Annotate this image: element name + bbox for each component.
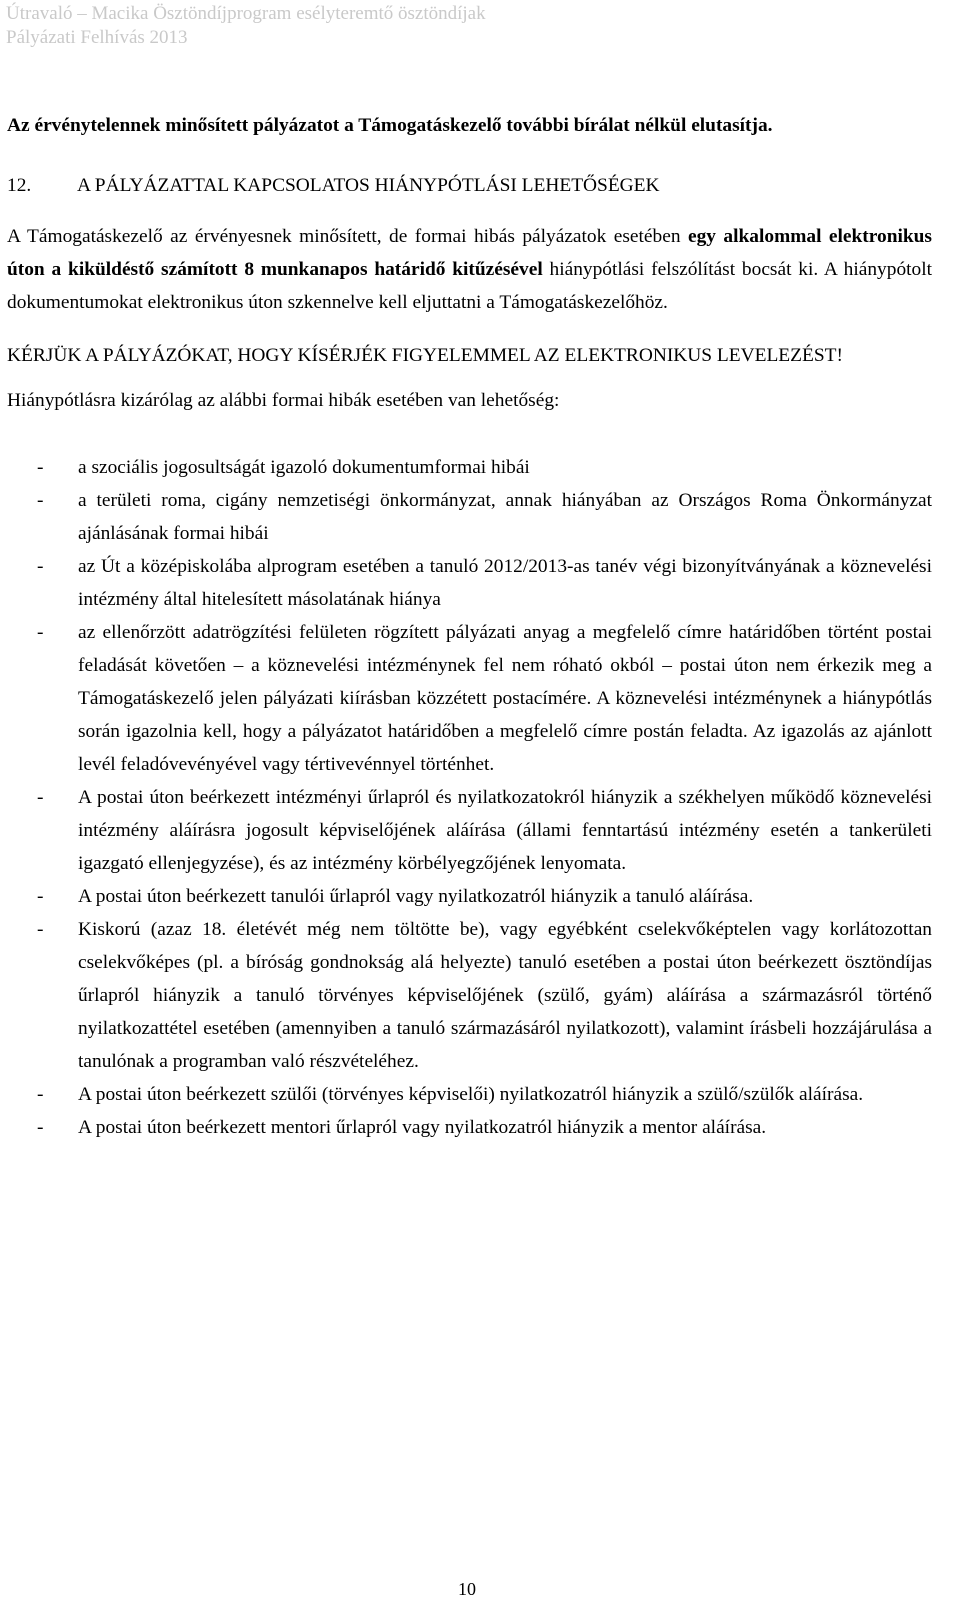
list-item-text: a szociális jogosultságát igazoló dokumentumformai hibái bbox=[78, 457, 530, 478]
list-item bbox=[7, 1111, 932, 1144]
list-item-text: Kiskorú (azaz 18. életévét még nem töltötte be), vagy egyébként cselekvőképtelen vagy korlátozottan cselekvőképes (pl. a bíróság gondnokság alá helyezte) tanuló esetében a postai úton beérkezett ösztöndíjas űrlapról hiányzik a tanuló törvényes képviselőjének (szülő, gyám) aláírása a származásról történő nyilatkozattétel esetében (amennyiben a tanuló származásáról nyilatkozott), valamint írásbeli hozzájárulása a tanulónak a programban való részvételéhez. bbox=[78, 919, 932, 1072]
section-number: 12. bbox=[7, 175, 32, 196]
list-item bbox=[7, 781, 932, 880]
intro-paragraph: Az érvénytelennek minősített pályázatot a Támogatáskezelő további bírálat nélkül elutasítja. bbox=[7, 115, 773, 136]
list-item-text: a területi roma, cigány nemzetiségi önkormányzat, annak hiányában az Országos Roma Önkormányzat ajánlásának formai hibái bbox=[78, 490, 932, 544]
list-dash: - bbox=[37, 1084, 44, 1105]
list-item bbox=[7, 550, 932, 616]
list-intro: Hiánypótlásra kizárólag az alábbi formai hibák esetében van lehetőség: bbox=[7, 390, 560, 411]
list-item bbox=[7, 484, 932, 550]
list-item-text: A postai úton beérkezett intézményi űrlapról és nyilatkozatokról hiányzik a székhelyen működő köznevelési intézmény aláírásra jogosult képviselőjének aláírása (állami fenntartású intézmény esetén a tankerületi igazgató ellenjegyzése), és az intézmény körbélyegzőjének lenyomata. bbox=[78, 787, 932, 874]
list-dash: - bbox=[37, 787, 44, 808]
list-dash: - bbox=[37, 622, 44, 643]
page-number: 10 bbox=[458, 1579, 476, 1599]
list-dash: - bbox=[37, 919, 44, 940]
para1-text-start: A Támogatáskezelő az érvényesnek minősített, de formai hibás pályázatok esetében bbox=[7, 226, 688, 247]
list-item-text: A postai úton beérkezett tanulói űrlapról vagy nyilatkozatról hiányzik a tanuló aláírása. bbox=[78, 886, 754, 907]
hiánypótlás-paragraph bbox=[7, 220, 932, 319]
list-dash: - bbox=[37, 886, 44, 907]
para1-bold-deadline: egy alkalommal elektronikus úton a kiküldéstő számított 8 munkanapos határidő kitűzésével bbox=[7, 226, 932, 280]
list-item bbox=[7, 880, 932, 913]
header-title: Útravaló – Macika Ösztöndíjprogram esélyteremtő ösztöndíjak bbox=[6, 3, 486, 24]
list-dash: - bbox=[37, 457, 44, 478]
list-item bbox=[7, 451, 932, 484]
document-body bbox=[7, 109, 932, 1144]
para1-text-end: hiánypótlási felszólítást bocsát ki. A hiánypótolt dokumentumokat elektronikus úton szkennelve kell eljuttatni a Támogatáskezelőhöz. bbox=[7, 259, 933, 313]
defect-list bbox=[7, 451, 932, 1144]
list-item-text: A postai úton beérkezett mentori űrlapról vagy nyilatkozatról hiányzik a mentor aláírása. bbox=[78, 1117, 767, 1138]
header-subtitle: Pályázati Felhívás 2013 bbox=[6, 27, 188, 48]
list-dash: - bbox=[37, 1117, 44, 1138]
list-item bbox=[7, 1078, 932, 1111]
list-item-text: az Út a középiskolába alprogram esetében a tanuló 2012/2013-as tanév végi bizonyítványának a köznevelési intézmény által hitelesített másolatának hiánya bbox=[78, 556, 932, 610]
list-item bbox=[7, 913, 932, 1078]
page-header bbox=[6, 2, 486, 50]
list-item bbox=[7, 616, 932, 781]
section-heading bbox=[7, 169, 932, 202]
list-item-text: az ellenőrzött adatrögzítési felületen rögzített pályázati anyag a megfelelő címre határidőben történt postai feladását követően – a köznevelési intézménynek fel nem róható okból – postai úton nem érkezik meg a Támogatáskezelő jelen pályázati kiírásban közzétett postacímére. A köznevelési intézménynek a hiánypótlás során igazolnia kell, hogy a pályázatot határidőben a megfelelő címre postán feladta. Az igazolás az ajánlott levél feladóvevényével vagy tértivevénnyel történhet. bbox=[78, 622, 932, 775]
list-item-text: A postai úton beérkezett szülői (törvényes képviselői) nyilatkozatról hiányzik a szülő/szülők aláírása. bbox=[78, 1084, 864, 1105]
list-dash: - bbox=[37, 490, 44, 511]
section-title: A PÁLYÁZATTAL KAPCSOLATOS HIÁNYPÓTLÁSI LEHETŐSÉGEK bbox=[77, 175, 660, 196]
list-dash: - bbox=[37, 556, 44, 577]
email-notice: KÉRJÜK A PÁLYÁZÓKAT, HOGY KÍSÉRJÉK FIGYELEMMEL AZ ELEKTRONIKUS LEVELEZÉST! bbox=[7, 345, 843, 366]
